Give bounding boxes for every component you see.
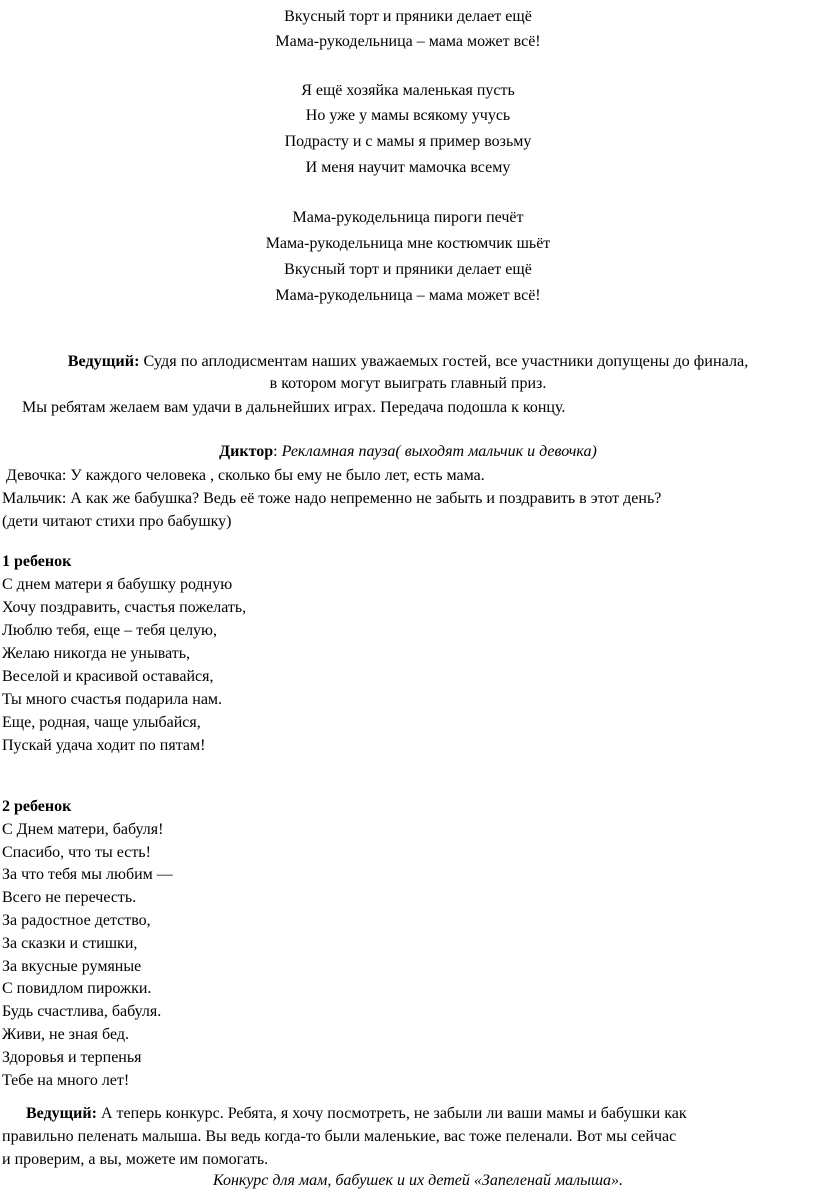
announcer-speaker-label: Диктор	[219, 443, 274, 460]
poem-line: Желаю никогда не унывать,	[2, 645, 191, 662]
song-line: Подрасту и с мамы я пример возьму	[284, 133, 532, 150]
host-speaker-label: Ведущий:	[67, 352, 140, 370]
poem-line: За что тебя мы любим —	[2, 866, 173, 883]
host-text: Судя по аплодисментам наших уважаемых гостей, все участники допущены до финала,	[143, 352, 749, 370]
poem-line: С повидлом пирожки.	[2, 980, 152, 997]
poem-line: Люблю тебя, еще – тебя целую,	[2, 622, 217, 639]
poem-line: Ты много счастья подарила нам.	[2, 691, 223, 708]
host-paragraph-line: Мы ребятам желаем вам удачи в дальнейших играх. Передача подошла к концу.	[22, 399, 566, 416]
poem-line: Пускай удача ходит по пятам!	[2, 737, 206, 754]
host-paragraph-line: правильно пеленать малыша. Вы ведь когда-то были маленькие, вас тоже пеленали. Вот мы сейчас	[2, 1128, 677, 1145]
poem-line: За сказки и стишки,	[2, 935, 138, 952]
stage-note: (дети читают стихи про бабушку)	[2, 513, 232, 530]
child2-title: 2 ребенок	[2, 798, 72, 815]
song-line: Вкусный торт и пряники делает ещё	[284, 8, 532, 25]
host-paragraph-line	[26, 1103, 687, 1125]
song-line: И меня научит мамочка всему	[305, 159, 511, 176]
song-line: Мама-рукодельница – мама может всё!	[275, 287, 541, 304]
poem-line: Тебе на много лет!	[2, 1072, 130, 1089]
host-paragraph-line	[0, 350, 816, 372]
announcer-colon: :	[273, 443, 278, 460]
poem-line: За вкусные румяные	[2, 958, 142, 975]
song-line: Но уже у мамы всякому учусь	[305, 107, 511, 124]
poem-line: С Днем матери, бабуля!	[2, 821, 164, 838]
poem-line: С днем матери я бабушку родную	[2, 576, 233, 593]
announcer-line	[0, 441, 816, 463]
poem-line: Еще, родная, чаще улыбайся,	[2, 714, 201, 731]
poem-line: Веселой и красивой оставайся,	[2, 668, 214, 685]
child1-title: 1 ребенок	[2, 553, 72, 570]
boy-line: Мальчик: А как же бабушка? Ведь её тоже надо непременно не забыть и поздравить в этот день?	[2, 490, 662, 507]
poem-line: Будь счастлива, бабуля.	[2, 1003, 162, 1020]
girl-line: Девочка: У каждого человека , сколько бы ему не было лет, есть мама.	[6, 467, 485, 484]
host-speaker-label: Ведущий:	[26, 1105, 97, 1122]
announcer-text: Рекламная пауза( выходят мальчик и девочка)	[281, 443, 597, 460]
song-line: Я ещё хозяйка маленькая пусть	[301, 82, 515, 99]
song-line: Мама-рукодельница мне костюмчик шьёт	[265, 235, 551, 252]
song-line: Мама-рукодельница пироги печёт	[292, 209, 524, 226]
song-line: Вкусный торт и пряники делает ещё	[284, 261, 532, 278]
poem-line: За радостное детство,	[2, 912, 151, 929]
song-line: Мама-рукодельница – мама может всё!	[275, 33, 541, 50]
poem-line: Хочу поздравить, счастья пожелать,	[2, 599, 247, 616]
host-paragraph-line: в котором могут выиграть главный приз.	[269, 375, 547, 392]
host-text: А теперь конкурс. Ребята, я хочу посмотреть, не забыли ли ваши мамы и бабушки как	[100, 1105, 687, 1122]
poem-line: Спасибо, что ты есть!	[2, 844, 151, 861]
contest-title: Конкурс для мам, бабушек и их детей «Запеленай малыша».	[212, 1172, 624, 1189]
host-paragraph-line: и проверим, а вы, можете им помогать.	[2, 1151, 269, 1168]
poem-line: Здоровья и терпенья	[2, 1049, 142, 1066]
poem-line: Всего не перечесть.	[2, 889, 137, 906]
poem-line: Живи, не зная бед.	[2, 1026, 129, 1043]
